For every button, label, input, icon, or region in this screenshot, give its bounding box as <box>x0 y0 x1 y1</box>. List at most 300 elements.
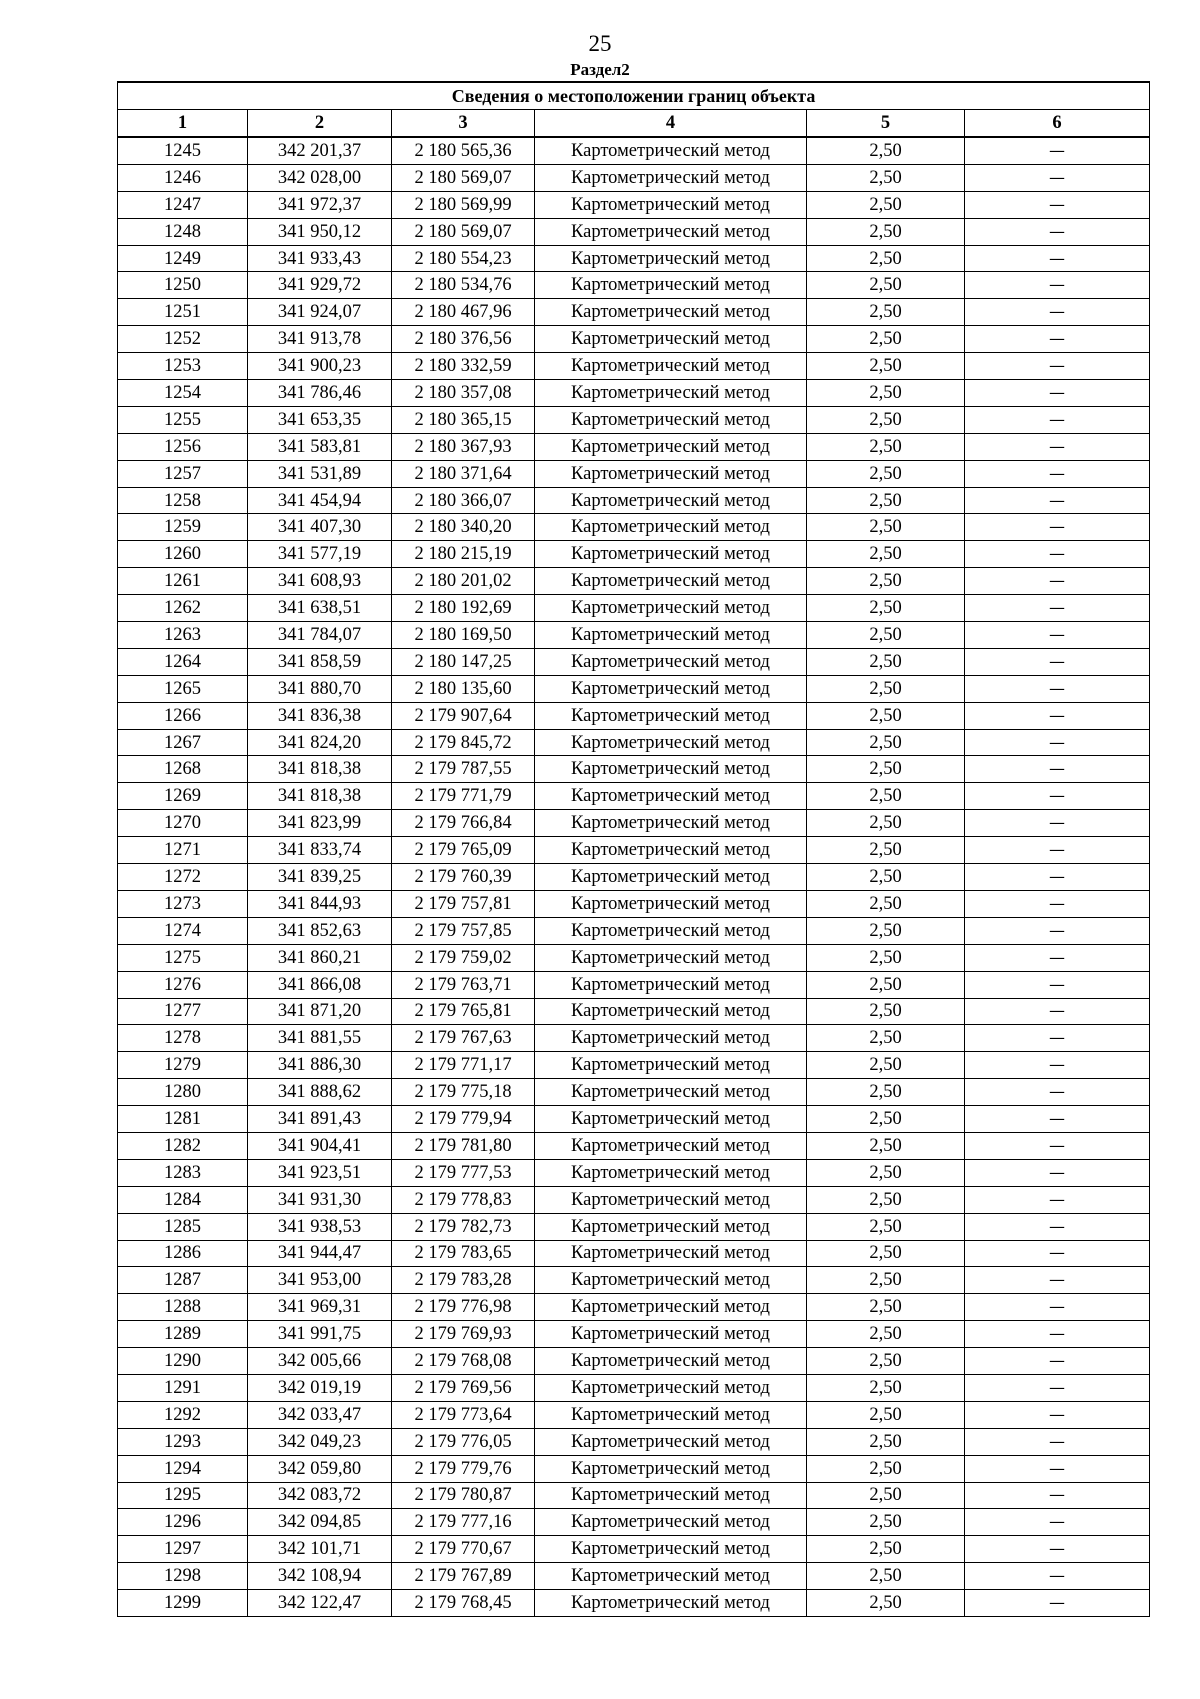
y-coordinate-cell: 2 179 760,39 <box>392 864 535 891</box>
y-coordinate-cell: 2 179 776,98 <box>392 1294 535 1321</box>
x-coordinate-cell: 342 049,23 <box>248 1428 392 1455</box>
method-cell: Картометрический метод <box>535 1401 807 1428</box>
y-coordinate-cell: 2 179 781,80 <box>392 1132 535 1159</box>
x-coordinate-cell: 342 108,94 <box>248 1563 392 1590</box>
x-coordinate-cell: 341 866,08 <box>248 971 392 998</box>
point-number-cell: 1285 <box>118 1213 248 1240</box>
table-row <box>118 245 1150 272</box>
point-number-cell: 1292 <box>118 1401 248 1428</box>
y-coordinate-cell: 2 180 192,69 <box>392 595 535 622</box>
x-coordinate-cell: 342 094,85 <box>248 1509 392 1536</box>
x-coordinate-cell: 341 938,53 <box>248 1213 392 1240</box>
y-coordinate-cell: 2 179 757,81 <box>392 890 535 917</box>
description-cell: — <box>965 218 1150 245</box>
y-coordinate-cell: 2 180 569,99 <box>392 191 535 218</box>
x-coordinate-cell: 341 407,30 <box>248 514 392 541</box>
point-number-cell: 1287 <box>118 1267 248 1294</box>
description-cell: — <box>965 1455 1150 1482</box>
y-coordinate-cell: 2 180 365,15 <box>392 406 535 433</box>
x-coordinate-cell: 341 653,35 <box>248 406 392 433</box>
table-row <box>118 1563 1150 1590</box>
x-coordinate-cell: 342 019,19 <box>248 1374 392 1401</box>
accuracy-cell: 2,50 <box>807 998 965 1025</box>
accuracy-cell: 2,50 <box>807 1590 965 1617</box>
point-number-cell: 1277 <box>118 998 248 1025</box>
y-coordinate-cell: 2 179 773,64 <box>392 1401 535 1428</box>
method-cell: Картометрический метод <box>535 675 807 702</box>
table-row <box>118 998 1150 1025</box>
x-coordinate-cell: 341 950,12 <box>248 218 392 245</box>
method-cell: Картометрический метод <box>535 756 807 783</box>
y-coordinate-cell: 2 179 767,63 <box>392 1025 535 1052</box>
method-cell: Картометрический метод <box>535 1321 807 1348</box>
y-coordinate-cell: 2 179 759,02 <box>392 944 535 971</box>
y-coordinate-cell: 2 179 765,09 <box>392 837 535 864</box>
x-coordinate-cell: 341 823,99 <box>248 810 392 837</box>
method-cell: Картометрический метод <box>535 944 807 971</box>
point-number-cell: 1253 <box>118 353 248 380</box>
table-row <box>118 783 1150 810</box>
y-coordinate-cell: 2 180 332,59 <box>392 353 535 380</box>
point-number-cell: 1275 <box>118 944 248 971</box>
accuracy-cell: 2,50 <box>807 1563 965 1590</box>
table-row <box>118 1428 1150 1455</box>
description-cell: — <box>965 137 1150 164</box>
method-cell: Картометрический метод <box>535 1213 807 1240</box>
point-number-cell: 1294 <box>118 1455 248 1482</box>
point-number-cell: 1274 <box>118 917 248 944</box>
point-number-cell: 1271 <box>118 837 248 864</box>
table-row <box>118 648 1150 675</box>
point-number-cell: 1281 <box>118 1106 248 1133</box>
description-cell: — <box>965 890 1150 917</box>
point-number-cell: 1258 <box>118 487 248 514</box>
y-coordinate-cell: 2 179 757,85 <box>392 917 535 944</box>
description-cell: — <box>965 1025 1150 1052</box>
table-row <box>118 1106 1150 1133</box>
table-row <box>118 1213 1150 1240</box>
description-cell: — <box>965 245 1150 272</box>
x-coordinate-cell: 342 122,47 <box>248 1590 392 1617</box>
description-cell: — <box>965 299 1150 326</box>
description-cell: — <box>965 1186 1150 1213</box>
description-cell: — <box>965 1294 1150 1321</box>
description-cell: — <box>965 837 1150 864</box>
table-row <box>118 541 1150 568</box>
point-number-cell: 1248 <box>118 218 248 245</box>
method-cell: Картометрический метод <box>535 514 807 541</box>
method-cell: Картометрический метод <box>535 917 807 944</box>
description-cell: — <box>965 568 1150 595</box>
table-row <box>118 1482 1150 1509</box>
point-number-cell: 1251 <box>118 299 248 326</box>
method-cell: Картометрический метод <box>535 1563 807 1590</box>
y-coordinate-cell: 2 180 215,19 <box>392 541 535 568</box>
y-coordinate-cell: 2 179 907,64 <box>392 702 535 729</box>
description-cell: — <box>965 487 1150 514</box>
accuracy-cell: 2,50 <box>807 864 965 891</box>
accuracy-cell: 2,50 <box>807 729 965 756</box>
accuracy-cell: 2,50 <box>807 783 965 810</box>
point-number-cell: 1295 <box>118 1482 248 1509</box>
column-number-1: 1 <box>118 110 248 138</box>
y-coordinate-cell: 2 180 366,07 <box>392 487 535 514</box>
x-coordinate-cell: 341 924,07 <box>248 299 392 326</box>
point-number-cell: 1252 <box>118 326 248 353</box>
column-number-6: 6 <box>965 110 1150 138</box>
description-cell: — <box>965 460 1150 487</box>
table-row <box>118 595 1150 622</box>
table-row <box>118 810 1150 837</box>
description-cell: — <box>965 648 1150 675</box>
accuracy-cell: 2,50 <box>807 1321 965 1348</box>
x-coordinate-cell: 342 033,47 <box>248 1401 392 1428</box>
y-coordinate-cell: 2 179 768,45 <box>392 1590 535 1617</box>
point-number-cell: 1278 <box>118 1025 248 1052</box>
method-cell: Картометрический метод <box>535 783 807 810</box>
method-cell: Картометрический метод <box>535 137 807 164</box>
table-row <box>118 137 1150 164</box>
description-cell: — <box>965 622 1150 649</box>
method-cell: Картометрический метод <box>535 1374 807 1401</box>
table-row <box>118 514 1150 541</box>
point-number-cell: 1267 <box>118 729 248 756</box>
accuracy-cell: 2,50 <box>807 433 965 460</box>
method-cell: Картометрический метод <box>535 326 807 353</box>
accuracy-cell: 2,50 <box>807 406 965 433</box>
table-row <box>118 971 1150 998</box>
table-row <box>118 164 1150 191</box>
x-coordinate-cell: 341 871,20 <box>248 998 392 1025</box>
method-cell: Картометрический метод <box>535 595 807 622</box>
accuracy-cell: 2,50 <box>807 137 965 164</box>
method-cell: Картометрический метод <box>535 272 807 299</box>
method-cell: Картометрический метод <box>535 164 807 191</box>
y-coordinate-cell: 2 179 771,79 <box>392 783 535 810</box>
x-coordinate-cell: 341 923,51 <box>248 1159 392 1186</box>
method-cell: Картометрический метод <box>535 406 807 433</box>
method-cell: Картометрический метод <box>535 380 807 407</box>
method-cell: Картометрический метод <box>535 1428 807 1455</box>
accuracy-cell: 2,50 <box>807 272 965 299</box>
y-coordinate-cell: 2 180 376,56 <box>392 326 535 353</box>
table-row <box>118 1348 1150 1375</box>
table-caption: Сведения о местоположении границ объекта <box>118 82 1150 110</box>
x-coordinate-cell: 342 083,72 <box>248 1482 392 1509</box>
point-number-cell: 1246 <box>118 164 248 191</box>
point-number-cell: 1299 <box>118 1590 248 1617</box>
method-cell: Картометрический метод <box>535 702 807 729</box>
y-coordinate-cell: 2 179 763,71 <box>392 971 535 998</box>
y-coordinate-cell: 2 180 357,08 <box>392 380 535 407</box>
x-coordinate-cell: 341 881,55 <box>248 1025 392 1052</box>
method-cell: Картометрический метод <box>535 299 807 326</box>
description-cell: — <box>965 433 1150 460</box>
accuracy-cell: 2,50 <box>807 1079 965 1106</box>
x-coordinate-cell: 341 833,74 <box>248 837 392 864</box>
x-coordinate-cell: 342 005,66 <box>248 1348 392 1375</box>
accuracy-cell: 2,50 <box>807 487 965 514</box>
table-row <box>118 1052 1150 1079</box>
point-number-cell: 1263 <box>118 622 248 649</box>
x-coordinate-cell: 341 880,70 <box>248 675 392 702</box>
point-number-cell: 1259 <box>118 514 248 541</box>
accuracy-cell: 2,50 <box>807 810 965 837</box>
method-cell: Картометрический метод <box>535 353 807 380</box>
x-coordinate-cell: 341 839,25 <box>248 864 392 891</box>
table-row <box>118 1159 1150 1186</box>
method-cell: Картометрический метод <box>535 1267 807 1294</box>
description-cell: — <box>965 1132 1150 1159</box>
table-row <box>118 675 1150 702</box>
y-coordinate-cell: 2 180 367,93 <box>392 433 535 460</box>
x-coordinate-cell: 341 891,43 <box>248 1106 392 1133</box>
x-coordinate-cell: 341 944,47 <box>248 1240 392 1267</box>
point-number-cell: 1266 <box>118 702 248 729</box>
method-cell: Картометрический метод <box>535 1106 807 1133</box>
description-cell: — <box>965 810 1150 837</box>
description-cell: — <box>965 1267 1150 1294</box>
description-cell: — <box>965 864 1150 891</box>
y-coordinate-cell: 2 179 777,53 <box>392 1159 535 1186</box>
description-cell: — <box>965 1590 1150 1617</box>
x-coordinate-cell: 341 852,63 <box>248 917 392 944</box>
point-number-cell: 1298 <box>118 1563 248 1590</box>
description-cell: — <box>965 380 1150 407</box>
accuracy-cell: 2,50 <box>807 622 965 649</box>
y-coordinate-cell: 2 179 779,94 <box>392 1106 535 1133</box>
accuracy-cell: 2,50 <box>807 541 965 568</box>
description-cell: — <box>965 944 1150 971</box>
method-cell: Картометрический метод <box>535 1132 807 1159</box>
accuracy-cell: 2,50 <box>807 380 965 407</box>
description-cell: — <box>965 998 1150 1025</box>
x-coordinate-cell: 341 818,38 <box>248 756 392 783</box>
table-row <box>118 568 1150 595</box>
description-cell: — <box>965 1106 1150 1133</box>
accuracy-cell: 2,50 <box>807 702 965 729</box>
table-row <box>118 191 1150 218</box>
description-cell: — <box>965 1052 1150 1079</box>
accuracy-cell: 2,50 <box>807 944 965 971</box>
point-number-cell: 1265 <box>118 675 248 702</box>
x-coordinate-cell: 341 454,94 <box>248 487 392 514</box>
accuracy-cell: 2,50 <box>807 164 965 191</box>
y-coordinate-cell: 2 179 771,17 <box>392 1052 535 1079</box>
table-row <box>118 917 1150 944</box>
method-cell: Картометрический метод <box>535 648 807 675</box>
description-cell: — <box>965 1428 1150 1455</box>
description-cell: — <box>965 1482 1150 1509</box>
x-coordinate-cell: 341 531,89 <box>248 460 392 487</box>
x-coordinate-cell: 341 824,20 <box>248 729 392 756</box>
description-cell: — <box>965 1374 1150 1401</box>
x-coordinate-cell: 341 900,23 <box>248 353 392 380</box>
point-number-cell: 1276 <box>118 971 248 998</box>
method-cell: Картометрический метод <box>535 1482 807 1509</box>
y-coordinate-cell: 2 179 780,87 <box>392 1482 535 1509</box>
accuracy-cell: 2,50 <box>807 245 965 272</box>
point-number-cell: 1282 <box>118 1132 248 1159</box>
table-row <box>118 1132 1150 1159</box>
table-row <box>118 1509 1150 1536</box>
x-coordinate-cell: 341 844,93 <box>248 890 392 917</box>
method-cell: Картометрический метод <box>535 1536 807 1563</box>
point-number-cell: 1279 <box>118 1052 248 1079</box>
accuracy-cell: 2,50 <box>807 460 965 487</box>
accuracy-cell: 2,50 <box>807 1052 965 1079</box>
method-cell: Картометрический метод <box>535 433 807 460</box>
x-coordinate-cell: 342 028,00 <box>248 164 392 191</box>
accuracy-cell: 2,50 <box>807 1482 965 1509</box>
description-cell: — <box>965 1348 1150 1375</box>
x-coordinate-cell: 341 991,75 <box>248 1321 392 1348</box>
method-cell: Картометрический метод <box>535 729 807 756</box>
table-caption-row <box>118 82 1150 110</box>
accuracy-cell: 2,50 <box>807 299 965 326</box>
point-number-cell: 1264 <box>118 648 248 675</box>
y-coordinate-cell: 2 179 783,28 <box>392 1267 535 1294</box>
table-row <box>118 890 1150 917</box>
description-cell: — <box>965 326 1150 353</box>
point-number-cell: 1255 <box>118 406 248 433</box>
table-row <box>118 1294 1150 1321</box>
y-coordinate-cell: 2 180 554,23 <box>392 245 535 272</box>
y-coordinate-cell: 2 179 787,55 <box>392 756 535 783</box>
accuracy-cell: 2,50 <box>807 1106 965 1133</box>
method-cell: Картометрический метод <box>535 971 807 998</box>
point-number-cell: 1286 <box>118 1240 248 1267</box>
accuracy-cell: 2,50 <box>807 1240 965 1267</box>
x-coordinate-cell: 341 638,51 <box>248 595 392 622</box>
x-coordinate-cell: 341 969,31 <box>248 1294 392 1321</box>
y-coordinate-cell: 2 179 775,18 <box>392 1079 535 1106</box>
method-cell: Картометрический метод <box>535 1240 807 1267</box>
table-row <box>118 272 1150 299</box>
table-row <box>118 1321 1150 1348</box>
y-coordinate-cell: 2 179 777,16 <box>392 1509 535 1536</box>
method-cell: Картометрический метод <box>535 1052 807 1079</box>
table-row <box>118 622 1150 649</box>
accuracy-cell: 2,50 <box>807 595 965 622</box>
description-cell: — <box>965 1563 1150 1590</box>
table-row <box>118 218 1150 245</box>
point-number-cell: 1288 <box>118 1294 248 1321</box>
method-cell: Картометрический метод <box>535 460 807 487</box>
method-cell: Картометрический метод <box>535 837 807 864</box>
x-coordinate-cell: 341 583,81 <box>248 433 392 460</box>
x-coordinate-cell: 341 836,38 <box>248 702 392 729</box>
description-cell: — <box>965 595 1150 622</box>
y-coordinate-cell: 2 179 779,76 <box>392 1455 535 1482</box>
column-number-4: 4 <box>535 110 807 138</box>
description-cell: — <box>965 675 1150 702</box>
table-row <box>118 1536 1150 1563</box>
accuracy-cell: 2,50 <box>807 756 965 783</box>
point-number-cell: 1269 <box>118 783 248 810</box>
accuracy-cell: 2,50 <box>807 1132 965 1159</box>
accuracy-cell: 2,50 <box>807 1159 965 1186</box>
method-cell: Картометрический метод <box>535 1025 807 1052</box>
description-cell: — <box>965 1536 1150 1563</box>
point-number-cell: 1297 <box>118 1536 248 1563</box>
accuracy-cell: 2,50 <box>807 675 965 702</box>
table-row <box>118 1401 1150 1428</box>
y-coordinate-cell: 2 179 769,56 <box>392 1374 535 1401</box>
point-number-cell: 1283 <box>118 1159 248 1186</box>
y-coordinate-cell: 2 179 766,84 <box>392 810 535 837</box>
table-row <box>118 460 1150 487</box>
table-body <box>118 137 1150 1616</box>
method-cell: Картометрический метод <box>535 1348 807 1375</box>
method-cell: Картометрический метод <box>535 245 807 272</box>
y-coordinate-cell: 2 179 776,05 <box>392 1428 535 1455</box>
point-number-cell: 1280 <box>118 1079 248 1106</box>
point-number-cell: 1257 <box>118 460 248 487</box>
accuracy-cell: 2,50 <box>807 1294 965 1321</box>
y-coordinate-cell: 2 180 169,50 <box>392 622 535 649</box>
y-coordinate-cell: 2 179 769,93 <box>392 1321 535 1348</box>
x-coordinate-cell: 342 201,37 <box>248 137 392 164</box>
point-number-cell: 1260 <box>118 541 248 568</box>
table-row <box>118 756 1150 783</box>
accuracy-cell: 2,50 <box>807 1348 965 1375</box>
point-number-cell: 1291 <box>118 1374 248 1401</box>
column-number-5: 5 <box>807 110 965 138</box>
y-coordinate-cell: 2 179 778,83 <box>392 1186 535 1213</box>
table-row <box>118 864 1150 891</box>
table-row <box>118 406 1150 433</box>
method-cell: Картометрический метод <box>535 218 807 245</box>
method-cell: Картометрический метод <box>535 541 807 568</box>
x-coordinate-cell: 341 886,30 <box>248 1052 392 1079</box>
accuracy-cell: 2,50 <box>807 971 965 998</box>
point-number-cell: 1250 <box>118 272 248 299</box>
description-cell: — <box>965 1159 1150 1186</box>
description-cell: — <box>965 1509 1150 1536</box>
method-cell: Картометрический метод <box>535 1455 807 1482</box>
method-cell: Картометрический метод <box>535 1294 807 1321</box>
point-number-cell: 1245 <box>118 137 248 164</box>
description-cell: — <box>965 514 1150 541</box>
y-coordinate-cell: 2 180 371,64 <box>392 460 535 487</box>
table-row <box>118 1025 1150 1052</box>
accuracy-cell: 2,50 <box>807 1374 965 1401</box>
column-number-3: 3 <box>392 110 535 138</box>
x-coordinate-cell: 341 953,00 <box>248 1267 392 1294</box>
point-number-cell: 1289 <box>118 1321 248 1348</box>
x-coordinate-cell: 341 608,93 <box>248 568 392 595</box>
x-coordinate-cell: 341 933,43 <box>248 245 392 272</box>
table-row <box>118 1374 1150 1401</box>
y-coordinate-cell: 2 180 201,02 <box>392 568 535 595</box>
table-row <box>118 944 1150 971</box>
y-coordinate-cell: 2 179 782,73 <box>392 1213 535 1240</box>
x-coordinate-cell: 341 972,37 <box>248 191 392 218</box>
page-number: 25 <box>588 31 612 56</box>
description-cell: — <box>965 1321 1150 1348</box>
point-number-cell: 1256 <box>118 433 248 460</box>
y-coordinate-cell: 2 180 534,76 <box>392 272 535 299</box>
table-row <box>118 1455 1150 1482</box>
accuracy-cell: 2,50 <box>807 1025 965 1052</box>
accuracy-cell: 2,50 <box>807 568 965 595</box>
column-number-2: 2 <box>248 110 392 138</box>
description-cell: — <box>965 164 1150 191</box>
y-coordinate-cell: 2 179 765,81 <box>392 998 535 1025</box>
description-cell: — <box>965 917 1150 944</box>
table-row <box>118 1079 1150 1106</box>
